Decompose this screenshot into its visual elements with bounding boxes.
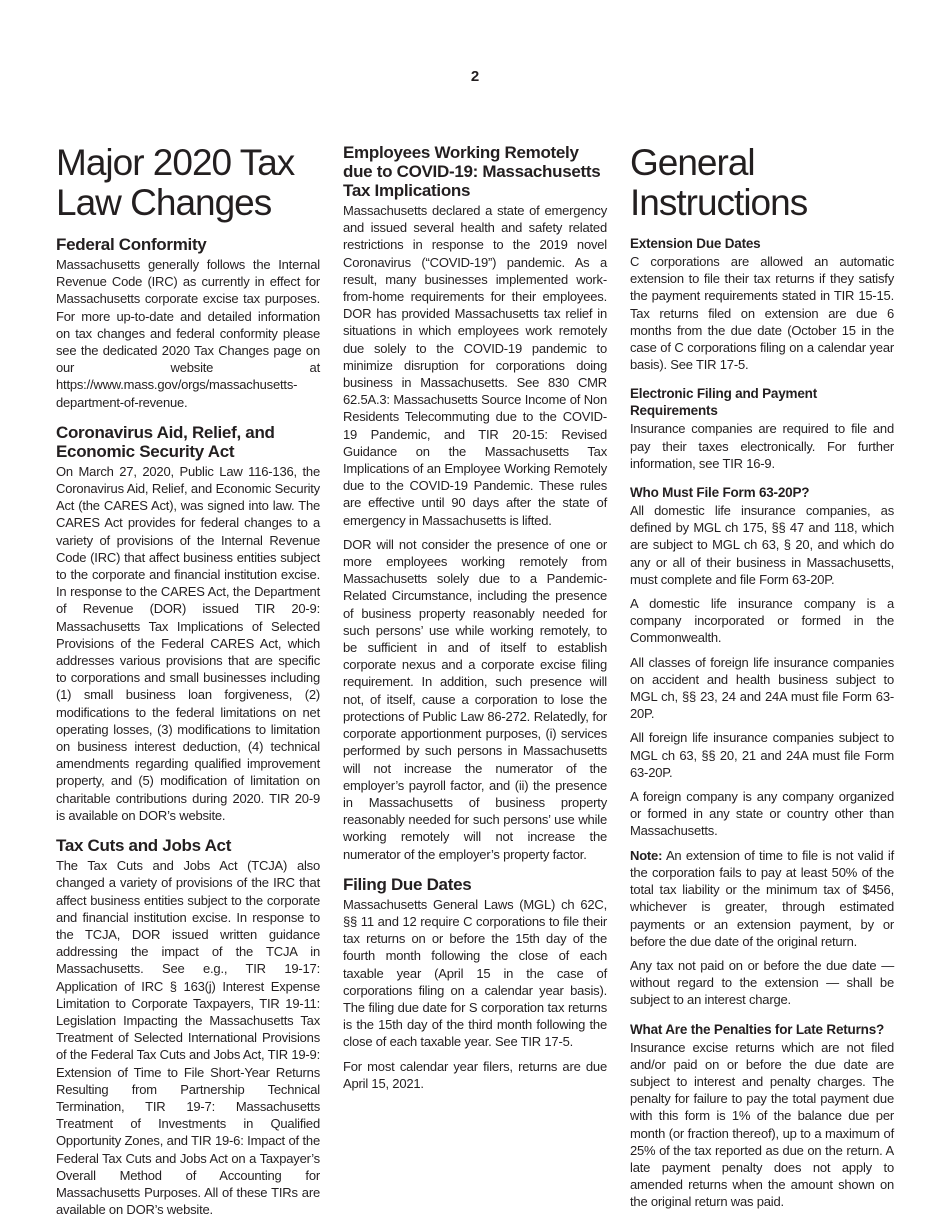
column-left xyxy=(56,143,320,1225)
interest-charge-paragraph: Any tax not paid on or before the due date — without regard to the extension — shall be subject to an interest charge. xyxy=(630,957,894,1008)
column-right xyxy=(630,143,894,1218)
who-must-file-paragraph-4: All foreign life insurance companies subject to MGL ch 63, §§ 20, 21 and 24A must file Form 63-20P. xyxy=(630,730,894,780)
note-label: Note: xyxy=(630,847,663,863)
cares-act-text: On March 27, 2020, Public Law 116-136, the Coronavirus Aid, Relief, and Economic Security Act (the CARES Act), was signed into law. The CARES Act provides for federal changes to a variety of provisions of the Internal Revenue Code (IRC) that affect business entities subject to the corporate and financial institution excise. In response to the CARES Act, the Department of Revenue (DOR) issued TIR 20-9: Massachusetts Tax Implications of Selected Provisions of the Federal CARES Act, which addresses various provisions that are specific to corporations and small businesses including (1) small business loan forgiveness, (2) modifications to the federal limitations on net operating losses, (3) modifications to limitation on business interest deduction, (4) technical amendments regarding qualified improvement property, and (5) modification of limitation on charitable contributions during 2020. TIR 20-9 is available on DOR’s website. xyxy=(56,463,320,823)
filing-due-dates-heading: Filing Due Dates xyxy=(343,874,472,894)
who-must-file-paragraph-1: All domestic life insurance companies, as defined by MGL ch 175, §§ 47 and 118, which are subject to MGL ch 63, § 20, and which do any or all of their business in Massachusetts, must complete and file Form 63-20P. xyxy=(630,503,894,587)
federal-conformity-text: Massachusetts generally follows the Internal Revenue Code (IRC) as currently in effect for Massachusetts corporate excise tax purposes. For more up-to-date and detailed information on tax changes and federal conformity please see the dedicated 2020 Tax Changes page on our website at https://www.mass.gov/orgs/massachusetts-department-of-revenue. xyxy=(56,257,320,410)
filing-due-dates-paragraph-1: Massachusetts General Laws (MGL) ch 62C, §§ 11 and 12 require C corporations to file their tax returns on or before the 15th day of the fourth month following the close of each taxable year (April 15 in the case of corporations filing on a calendar year basis). The filing due date for S corporation tax returns is the 15th day of the third month following the close of each taxable year. See TIR 17-5. xyxy=(343,896,607,1050)
who-must-file-heading: Who Must File Form 63-20P? xyxy=(630,485,810,501)
penalties-heading: What Are the Penalties for Late Returns? xyxy=(630,1021,885,1037)
who-must-file-paragraph-3: All classes of foreign life insurance companies on accident and health business subject to MGL ch, §§ 23, 24 and 24A must file Form 63-20P. xyxy=(630,654,894,722)
note-text: An extension of time to file is not valid if the corporation fails to pay at least 50% of the total tax liability or the minimum tax of $456, whichever is greater, through estimated payments or an extension payment, by or before the due date of the original return. xyxy=(630,847,894,949)
extension-note xyxy=(630,847,894,950)
cares-act-heading: Coronavirus Aid, Relief, and Economic Security Act xyxy=(56,422,275,461)
extension-due-dates-text: C corporations are allowed an automatic extension to file their tax returns if they satisfy the payment requirements stated in TIR 15-15. Tax returns filed on extension are due 6 months from the due date (October 15 in the case of C corporations filing on a calendar year basis). See TIR 17-5. xyxy=(630,254,894,373)
page-number: 2 xyxy=(470,68,480,85)
penalties-text: Insurance excise returns which are not filed and/or paid on or before the due date are subject to interest and penalty charges. The penalty for failure to pay the total payment due with this form is 1% of the balance due per month (or fraction thereof), up to a maximum of 25% of the tax reported as due on the return. A late payment penalty does not apply to amended returns when the amount shown on the original return was paid. xyxy=(630,1039,894,1210)
general-instructions-title: General Instructions xyxy=(630,142,808,223)
major-changes-title: Major 2020 Tax Law Changes xyxy=(56,142,295,223)
extension-due-dates-heading: Extension Due Dates xyxy=(630,236,761,251)
electronic-filing-text: Insurance companies are required to file and pay their taxes electronically. For further information, see TIR 16-9. xyxy=(630,421,894,471)
remote-work-paragraph-2: DOR will not consider the presence of one or more employees working remotely from Massachusetts solely due to a Pandemic-Related Circumstance, including the presence of business property reasonably needed for such persons’ use while working remotely, to be sufficient in and of itself to establish corporate nexus and a corporate excise filing requirement. In addition, such presence will not, of itself, cause a corporation to lose the protections of Public Law 86-272. Relatedly, for corporate apportionment purposes, (i) services performed by such persons in Massachusetts will not increase the numerator of the employer’s payroll factor, and (ii) the presence in Massachusetts of business property reasonably needed for such persons’ use while working remotely will not increase the numerator of the employer’s property factor. xyxy=(343,536,607,862)
electronic-filing-heading: Electronic Filing and Payment Requirements xyxy=(630,386,817,419)
tcja-text: The Tax Cuts and Jobs Act (TCJA) also changed a variety of provisions of the IRC that affect business entities subject to the corporate and financial institution excise. In response to the TCJA, DOR issued written guidance addressing the impact of the TCJA in Massachusetts. See e.g., TIR 19-17: Application of IRC § 163(j) Interest Expense Limitation to Corporate Taxpayers, TIR 19-11: Legislation Impacting the Massachusetts Tax Treatment of Selected International Provisions of the Federal Tax Cuts and Jobs Act, TIR 19-9: Extension of Time to File Short-Year Returns Resulting from Partnership Technical Termination, TIR 19-7: Massachusetts Treatment of Investments in Qualified Opportunity Zones, and TIR 19-6: Impact of the Federal Tax Cuts and Jobs Act on a Taxpayer’s Overall Method of Accounting for Massachusetts Purposes. All of these TIRs are available on DOR’s website. xyxy=(56,858,320,1218)
remote-work-heading: Employees Working Remotely due to COVID-19: Massachusetts Tax Implications xyxy=(343,143,601,200)
filing-due-dates-paragraph-2: For most calendar year filers, returns are due April 15, 2021. xyxy=(343,1058,607,1091)
who-must-file-paragraph-5: A foreign company is any company organized or formed in any state or country other than Massachusetts. xyxy=(630,789,894,839)
tcja-heading: Tax Cuts and Jobs Act xyxy=(56,836,232,856)
who-must-file-paragraph-2: A domestic life insurance company is a company incorporated or formed in the Commonwealth. xyxy=(630,596,894,646)
federal-conformity-heading: Federal Conformity xyxy=(56,235,207,254)
column-middle xyxy=(343,143,607,1099)
remote-work-paragraph-1: Massachusetts declared a state of emergency and issued several health and safety related restrictions in response to the 2019 novel Coronavirus (“COVID-19”) pandemic. As a result, many businesses implemented work-from-home requirements for their employees. DOR has provided Massachusetts tax relief in situations in which employees work remotely due solely to the COVID-19 pandemic to minimize disruption for corporations doing business in Massachusetts. See 830 CMR 62.5A.3: Massachusetts Source Income of Non Residents Telecommuting due to the COVID-19 Pandemic, and TIR 20-15: Revised Guidance on the Massachusetts Tax Implications of an Employee Working Remotely due to the COVID-19 Pandemic. These rules are effective until 90 days after the state of emergency in Massachusetts is lifted. xyxy=(343,203,607,528)
